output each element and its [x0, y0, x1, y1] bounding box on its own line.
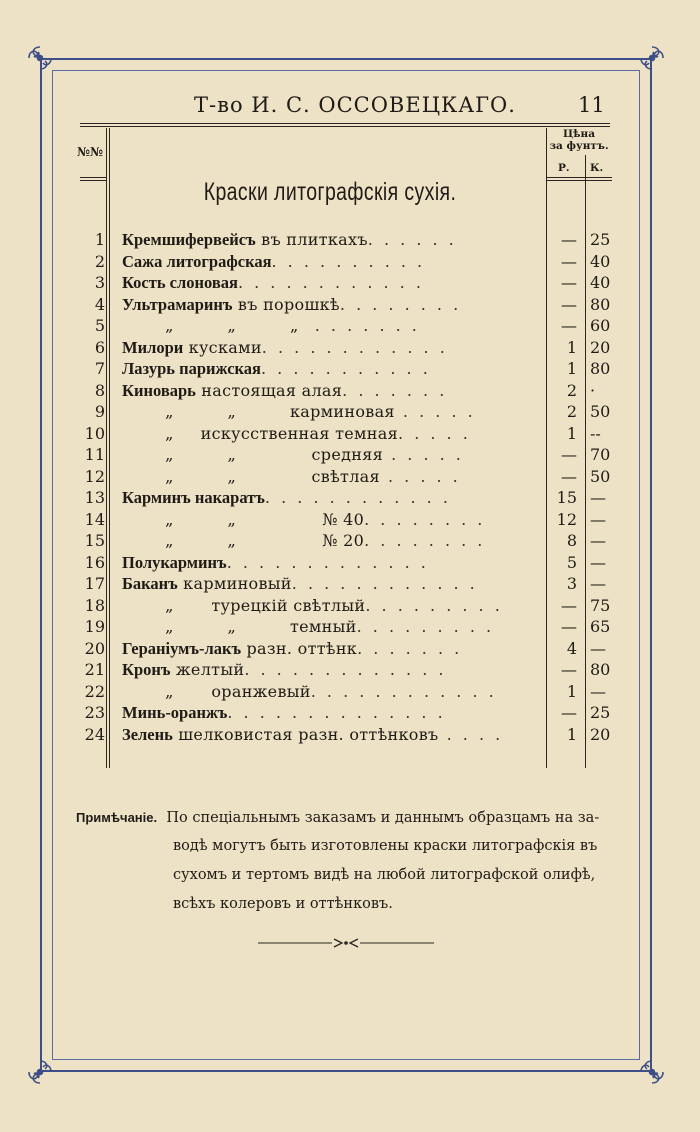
price-kopecks: 40 [590, 273, 611, 292]
item-name [122, 423, 582, 445]
item-name [122, 616, 582, 638]
table-row [80, 466, 620, 488]
price-rubles: — [561, 617, 577, 636]
leader-dots: . . . . . . . . [364, 509, 486, 529]
item-number: 13 [84, 488, 105, 507]
item-name [122, 573, 582, 595]
item-name [122, 401, 582, 423]
price-rubles: 2 [566, 402, 577, 421]
price-rubles: 1 [566, 724, 577, 744]
price-rubles: 5 [566, 552, 577, 572]
header-rule [80, 126, 610, 127]
price-rubles: — [561, 294, 577, 314]
item-name-bold: Баканъ [122, 574, 178, 593]
price-head-rule [546, 177, 612, 178]
table-row [80, 681, 620, 703]
item-name-rest: настоящая алая [195, 380, 343, 400]
footnote-text: По спецiальнымъ заказамъ и даннымъ образцамъ на за- [166, 810, 600, 826]
item-name [122, 595, 582, 617]
price-rubles: 4 [566, 638, 577, 658]
item-name-rest: „ „ карминовая [122, 402, 395, 421]
item-name [122, 229, 582, 251]
item-name-rest: „ „ средняя [122, 445, 384, 464]
leader-dots: . . . . . . . . . . . . [291, 574, 478, 593]
item-number: 2 [94, 251, 105, 271]
table-row [80, 573, 620, 595]
price-kopecks: — [590, 638, 606, 658]
leader-dots: . . . . . . . . . . . . [237, 273, 424, 292]
table-row [80, 530, 620, 552]
item-name [122, 337, 582, 359]
price-head-rule [546, 180, 612, 181]
rub-column-label: Р. [558, 162, 570, 174]
item-number: 20 [84, 638, 105, 658]
price-kopecks: — [590, 574, 606, 593]
price-kopecks: 50 [590, 402, 611, 421]
table-row [80, 444, 620, 466]
item-name [122, 552, 582, 574]
footnote-line: всѣхъ колеровъ и оттѣнковъ. [173, 896, 393, 912]
item-name-rest: кусками [183, 337, 262, 357]
price-kopecks: 80 [590, 660, 611, 679]
item-name-rest: „ оранжевый [122, 681, 311, 701]
item-number: 18 [84, 595, 105, 615]
item-name-rest: „ искусственная темная [122, 423, 399, 443]
price-rubles: — [561, 273, 577, 292]
price-kopecks: 70 [590, 445, 611, 464]
table-row [80, 401, 620, 423]
table-row [80, 616, 620, 638]
item-number: 14 [84, 509, 105, 529]
price-kopecks: 60 [590, 316, 611, 335]
item-name-rest: „ „ „ [122, 316, 299, 335]
item-number: 12 [84, 466, 105, 486]
item-name [122, 380, 582, 402]
price-label-line2: за фунтъ. [549, 140, 609, 152]
item-name-rest: „ „ свѣтлая [122, 466, 380, 486]
item-name [122, 251, 582, 273]
leader-dots: . . . . [438, 724, 504, 744]
table-row [80, 724, 620, 746]
corner-ornament-icon [637, 1057, 667, 1087]
item-number: 10 [84, 423, 105, 443]
price-rubles: — [561, 466, 577, 486]
leader-dots: . . . . . . . . . . . [260, 359, 431, 378]
item-name-rest: желтый [170, 660, 245, 679]
item-name-bold: Милори [122, 337, 184, 357]
item-name-rest: въ порошкѣ [232, 294, 340, 314]
price-rubles: 12 [556, 509, 577, 529]
number-column-label: №№ [77, 145, 104, 159]
leader-dots: . . . . . . . . . . . . [264, 488, 451, 507]
item-number: 11 [84, 445, 105, 464]
item-name-bold: Минь-оранжъ [122, 703, 228, 722]
price-rubles: 2 [566, 380, 577, 400]
price-kopecks: — [590, 681, 606, 701]
item-name-rest: разн. оттѣнк [241, 638, 358, 658]
price-kopecks: — [590, 509, 606, 529]
table-row [80, 337, 620, 359]
leader-dots: . . . . . . . . [364, 531, 486, 550]
table-row [80, 229, 620, 251]
item-name [122, 487, 582, 509]
leader-dots: . . . . . . . . . . . . [310, 681, 497, 701]
price-kopecks: 20 [590, 724, 611, 744]
section-title: Краски литографскiя сухiя. [203, 178, 457, 206]
item-name-rest: въ плиткахъ [255, 230, 368, 249]
item-name [122, 724, 582, 746]
footnote-line: водѣ могутъ быть изготовлены краски литографскiя въ [173, 838, 598, 854]
price-kopecks: · [590, 380, 596, 400]
table-row [80, 487, 620, 509]
price-rubles: — [561, 595, 577, 615]
leader-dots: . . . . . . [367, 230, 457, 249]
item-number: 21 [84, 660, 105, 679]
item-name-bold: Полукарминъ [122, 552, 227, 572]
leader-dots: . . . . . . . . . . . . [261, 337, 448, 357]
item-name-rest: „ „ № 20 [122, 531, 365, 550]
price-kopecks: — [590, 531, 606, 550]
price-table [80, 229, 620, 745]
item-name [122, 509, 582, 531]
price-kopecks: 50 [590, 466, 611, 486]
item-name [122, 315, 582, 337]
item-number: 5 [94, 316, 105, 335]
item-name [122, 358, 582, 380]
table-row [80, 251, 620, 273]
item-name-rest: карминовый [177, 574, 292, 593]
item-number: 1 [94, 230, 105, 249]
item-number: 4 [94, 294, 105, 314]
item-number: 17 [84, 574, 105, 593]
price-kopecks: 75 [590, 595, 611, 615]
item-name-bold: Зелень [122, 724, 173, 744]
price-rubles: — [561, 230, 577, 249]
price-rubles: 15 [556, 488, 577, 507]
item-number: 22 [84, 681, 105, 701]
leader-dots: . . . . . . . . . . . . . [244, 660, 447, 679]
table-row [80, 702, 620, 724]
leader-dots: . . . . . . . . . [365, 595, 503, 615]
item-number: 3 [94, 273, 105, 292]
item-name [122, 702, 582, 724]
price-kopecks: 25 [590, 230, 611, 249]
item-name-bold: Карминъ накаратъ [122, 488, 265, 507]
item-number: 19 [84, 617, 105, 636]
item-name [122, 530, 582, 552]
item-name [122, 444, 582, 466]
price-column-label [546, 128, 612, 152]
leader-dots: . . . . . . . [357, 638, 463, 658]
table-row [80, 659, 620, 681]
leader-dots: . . . . . [383, 445, 464, 464]
price-kopecks: 20 [590, 337, 611, 357]
item-name-bold: Кость слоновая [122, 273, 238, 292]
price-kopecks: 65 [590, 617, 611, 636]
item-name-bold: Сажа литографская [122, 251, 272, 271]
item-name [122, 638, 582, 660]
leader-dots: . . . . . [379, 466, 461, 486]
item-name [122, 466, 582, 488]
number-head-rule [80, 177, 106, 178]
item-name-bold: Ультрамаринъ [122, 294, 233, 314]
table-row [80, 358, 620, 380]
price-rubles: — [561, 445, 577, 464]
price-rubles: — [561, 316, 577, 335]
price-kopecks: 80 [590, 359, 611, 378]
leader-dots: . . . . . [394, 402, 476, 421]
leader-dots: . . . . . . . . . . . . . [226, 552, 429, 572]
price-label-line1: Цѣна [562, 128, 596, 140]
footnote-label: Примѣчанiе. [76, 810, 158, 825]
price-rubles: — [561, 251, 577, 271]
price-rubles: 1 [566, 423, 577, 443]
leader-dots: . . . . . . . [342, 380, 448, 400]
item-name-rest: „ „ № 40 [122, 509, 365, 529]
item-name-bold: Лазурь парижская [122, 359, 261, 378]
item-name [122, 659, 582, 681]
leader-dots: . . . . . . . . [339, 294, 462, 314]
corner-ornament-icon [25, 1057, 55, 1087]
price-kopecks: 80 [590, 294, 611, 314]
price-rubles: 3 [566, 574, 577, 593]
price-rubles: 1 [566, 337, 577, 357]
price-rubles: 1 [566, 359, 577, 378]
price-rubles: 1 [566, 681, 577, 701]
item-number: 23 [84, 703, 105, 722]
price-rubles: — [561, 660, 577, 679]
item-number: 24 [84, 724, 105, 744]
number-head-rule [80, 180, 106, 181]
table-row [80, 294, 620, 316]
item-number: 8 [94, 380, 105, 400]
table-row [80, 423, 620, 445]
leader-dots: . . . . . [398, 423, 471, 443]
footnote-line: сухомъ и тертомъ видѣ на любой литографской олифѣ, [173, 867, 596, 883]
item-number: 7 [94, 359, 105, 378]
leader-dots: . . . . . . . . . . . . . . [227, 703, 446, 722]
table-row [80, 380, 620, 402]
table-row [80, 509, 620, 531]
table-row [80, 272, 620, 294]
price-kopecks: 40 [590, 251, 611, 271]
item-number: 16 [84, 552, 105, 572]
page-number: 11 [578, 93, 605, 117]
table-row [80, 595, 620, 617]
page-header-title: Т-во И. С. ОССОВЕЦКАГО. [194, 93, 516, 117]
price-rubles: — [561, 703, 577, 722]
item-name-rest: шелковистая разн. оттѣнковъ [172, 724, 439, 744]
table-row [80, 552, 620, 574]
header-rule [80, 123, 610, 124]
item-name-bold: Кронъ [122, 660, 171, 679]
price-rubles: 8 [566, 531, 577, 550]
price-kopecks: — [590, 552, 606, 572]
corner-ornament-icon [25, 43, 55, 73]
item-name-rest: „ турецкiй свѣтлый [122, 595, 366, 615]
price-kopecks: 25 [590, 703, 611, 722]
item-name [122, 272, 582, 294]
corner-ornament-icon [637, 43, 667, 73]
leader-dots: . . . . . . . . . [356, 617, 495, 636]
kop-column-label: К. [590, 162, 604, 174]
ornament-divider-icon [258, 935, 434, 949]
table-row [80, 638, 620, 660]
item-name-bold: Киноварь [122, 380, 196, 400]
leader-dots: . . . . . . . . . . [271, 251, 426, 271]
item-name-rest: „ „ темный [122, 617, 357, 636]
item-name [122, 681, 582, 703]
item-name [122, 294, 582, 316]
table-row [80, 315, 620, 337]
price-kopecks: — [590, 488, 606, 507]
footnote-line [76, 803, 599, 833]
price-kopecks: -- [590, 423, 601, 443]
item-name-bold: Кремшифервейсъ [122, 230, 256, 249]
item-name-bold: Геранiумъ-лакъ [122, 638, 242, 658]
item-number: 9 [94, 402, 105, 421]
item-number: 6 [94, 337, 105, 357]
item-number: 15 [84, 531, 105, 550]
leader-dots: . . . . . . . [298, 316, 420, 335]
